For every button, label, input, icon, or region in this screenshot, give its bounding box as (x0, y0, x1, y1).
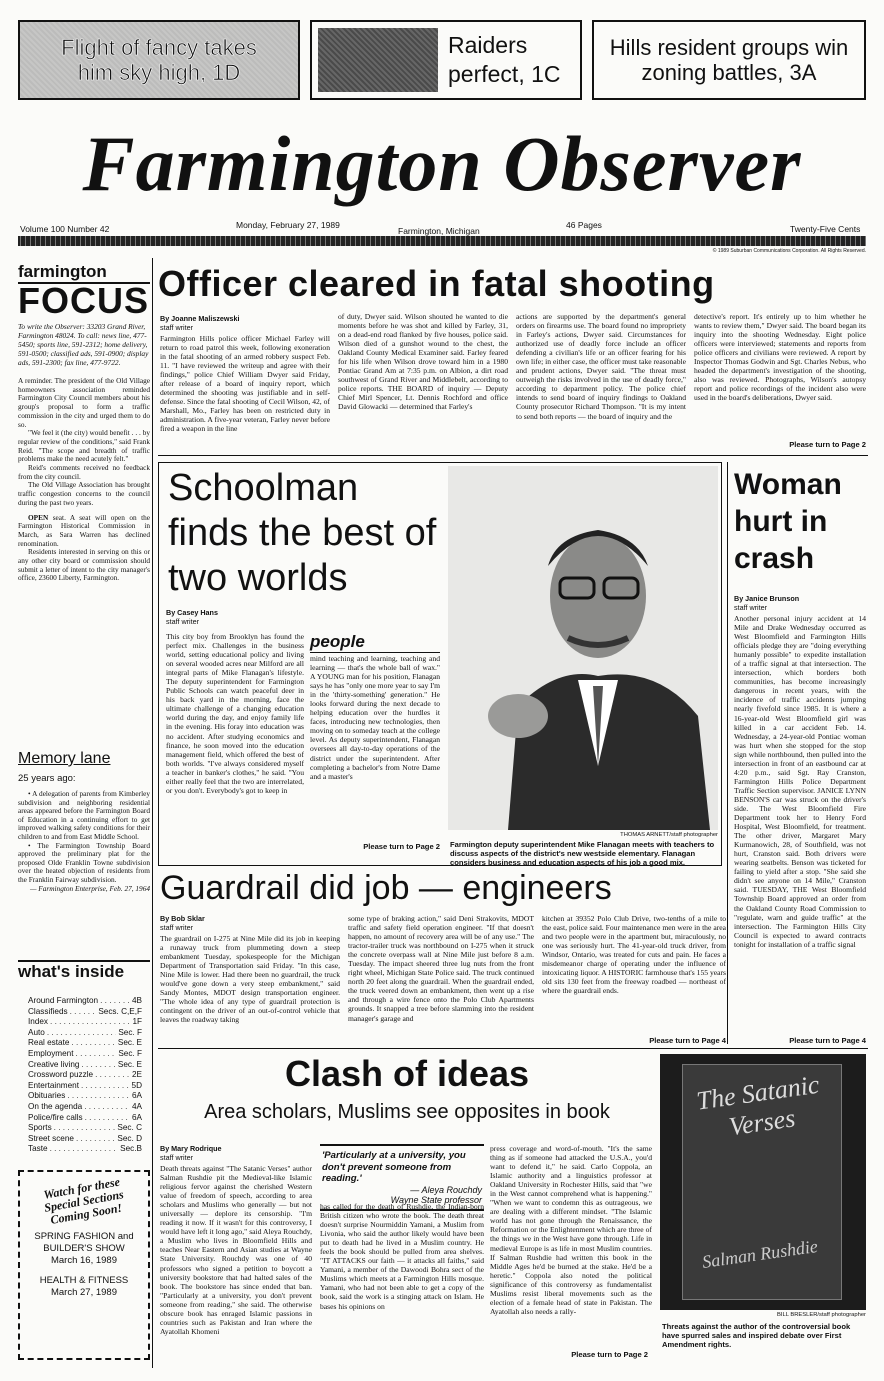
book-author: Salman Rushdie (700, 1235, 820, 1273)
memory-title: Memory lane (18, 750, 111, 767)
clash-pullquote (320, 1144, 484, 1211)
schoolman-byline (166, 608, 218, 626)
book-photo (660, 1054, 866, 1310)
guardrail-role: staff writer (160, 923, 194, 932)
open-para (18, 514, 150, 549)
toc-row[interactable] (28, 1070, 142, 1081)
health-date: March 27, 1989 (50, 1287, 117, 1298)
memory2-text: The Farmington Township Board approved the preliminary plat for the proposed Olde Franklin Towne subdivision over the heated objection of residents from the Franklin Fairway subdivision. (18, 840, 150, 884)
people-kicker: people (310, 632, 440, 653)
schoolman-col2: mind teaching and learning, teaching and learning — that's the whole ball of wax." A YOUNG man for his position, Flanagan says he has "only one more year to say I'm in the 'thirty-something' generation." He looks forward during the next decade to helping education over the hurdles it faces, introducing new technologies, then moving on to someday teach at the college level. As deputy superintendent, Flanagan oversees all day-to-day operations of the district under the superintendent. After completing a bachelor's from Notre Dame and a master's (310, 654, 440, 781)
teaser-raiders-text: Raiders perfect, 1C (448, 32, 561, 87)
toc-row[interactable] (28, 1081, 142, 1092)
flanagan-portrait-icon (448, 466, 718, 830)
health-text: HEALTH & FITNESS (39, 1275, 129, 1286)
toc-page: 4A (131, 1101, 142, 1111)
clash-subhead: Area scholars, Muslims see opposites in book (204, 1101, 610, 1123)
masthead-volume: Volume 100 Number 42 (20, 224, 110, 234)
toc-dots (81, 1081, 130, 1092)
masthead-date: Monday, February 27, 1989 (236, 220, 340, 230)
flanagan-photo (448, 466, 718, 830)
officer-col4: detective's report. It's entirely up to him whether he wants to review them," Dwyer said. The board began its inquiry into the shooting Wednesday. Eight police officers were interviewed; statements and reports from police officers and civilians were reviewed. A report by Inspector Thomas Godwin and Sgt. Charles Nebus, who headed the department's investigation of the shooting, also was reviewed. Photographs, Wilson's autopsy report and police recordings of the incident also were used in the board's deliberations, Dwyer said. (694, 312, 866, 403)
toc-page: Sec. C (117, 1123, 142, 1133)
schoolman-turn[interactable]: Please turn to Page 2 (363, 842, 440, 851)
clash-author: By Mary Rodrique (160, 1144, 222, 1153)
toc-page: Sec. E (117, 1059, 142, 1069)
officer-col2: of duty, Dwyer said. Wilson shouted he wanted to die moments before he was shot and killed by Farley, 31, on a dead-end road flanked by five houses, police said. Wilson died of a gunshot wound to the chest, the Oakland County Medical Examiner said. Farley feared for his life when Wilson drove toward him in a 1980 Pontiac Grand Am at 7:35 p.m. on Albion, a dirt road southwest of Grand River and Middlebelt, according to police reports. THE BOARD of inquiry — Deputy Chief Mirl Spencer, Lt. Dennis Rochford and office David Glowacki — determined that Farley's (338, 312, 508, 412)
book-title: The Satanic Verses (694, 1069, 822, 1142)
masthead-rule (18, 236, 866, 246)
toc-row[interactable] (28, 1028, 142, 1039)
toc-row[interactable] (28, 1102, 142, 1113)
toc-list (28, 996, 142, 1155)
toc-name: Entertainment (28, 1080, 79, 1090)
residents-text: Residents interested in serving on this or any other city board or commission should submit a letter of intent to the city manager's office, 23600 Liberty, Farmington. (18, 547, 150, 583)
masthead-pages: 46 Pages (566, 220, 602, 230)
pullquote-text: 'Particularly at a university, you don't prevent someone from reading.' (322, 1150, 466, 1184)
masthead-copyright: © 1989 Suburban Communications Corporation. All Rights Reserved. (712, 248, 866, 254)
toc-name: Creative living (28, 1059, 80, 1069)
toc-dots (76, 1134, 115, 1145)
pullquote-attr: — Aleya Rouchdy (410, 1184, 482, 1195)
officer-role: staff writer (160, 323, 194, 332)
toc-name: Real estate (28, 1038, 70, 1048)
toc-page: Sec. F (118, 1027, 142, 1037)
toc-page: Sec. D (117, 1133, 142, 1143)
toc-dots (76, 1049, 117, 1060)
toc-dots (81, 1060, 115, 1071)
officer-col3: actions are supported by the department's general orders on firearms use. The board found no impropriety in Farley's actions, Dwyer said. Circumstances for authorized use of deadly force include an officer defending a civilian's life or an officer fearing for his own life; in either case, the officer must take reasonable and prudent actions, Dwyer said. "The threat must outweigh the risks involved in the use of deadly force," according to department policy. The police chief intends to send board of inquiry findings to Oakland County prosecutor Richard Thompson. "It is my intent to send both reports — the board of inquiry and the (516, 312, 686, 421)
toc-row[interactable] (28, 1113, 142, 1124)
toc-name: Street scene (28, 1133, 74, 1143)
toc-row[interactable] (28, 1038, 142, 1049)
clash-col1: Death threats against "The Satanic Verses" author Salman Rushdie pit the Medieval-like Islamic religious fervor against the cherished Western value of freedom of speech, according to area scholars and Muslims who generally — but not universally — deplore its censorship. "I'm reading it now. If it wasn't for this controversy, I would have left it long ago," said Aleya Rouchdy, a Muslim who lives in Bloomfield Hills and teaches Near Eastern and Asian studies at Wayne State University. Rouchdy was one of 40 professors who signed a petition to boycott a university bookstore that had halted sales of the book. The bookstore has since ended that ban. "Particularly at a university, you don't prevent someone from reading," she said. The otherwise obscure book has enraged Islamic passions in countries such as Pakistan and Iran where the Ayatollah Khomeni (160, 1164, 312, 1336)
clash-turn[interactable]: Please turn to Page 2 (571, 1350, 648, 1359)
reids-para (18, 464, 150, 481)
toc-dots (70, 1007, 97, 1018)
officer-author: By Joanne Maliszewski (160, 314, 240, 323)
watch-text: Watch for these Special Sections Coming Soon! (42, 1174, 125, 1227)
memory1-text: A delegation of parents from Kimberley subdivision and neighboring residential areas appeared before the Farmington Board of Education in a continuing effort to get improved walking safety conditions for their children to and from East Middle School. (18, 790, 150, 841)
teaser-flight-text: Flight of fancy takes him sky high, 1D (61, 35, 257, 85)
toc-page: 5D (131, 1080, 142, 1090)
sidebar-divider (152, 258, 153, 1368)
toc-dots (47, 1028, 116, 1039)
toc-row[interactable] (28, 996, 142, 1007)
toc-name: Crossword puzzle (28, 1070, 94, 1080)
flanagan-credit: THOMAS ARNETT/staff photographer (620, 832, 718, 838)
toc-name: Index (28, 1017, 49, 1027)
book-caption: Threats against the author of the controversial book have spurred sales and inspired debate over First Amendment rights. (662, 1322, 851, 1349)
teaser-hills-text: Hills resident groups win zoning battles, 3A (609, 35, 849, 85)
toc-dots (95, 1070, 130, 1081)
reids-text: Reid's comments received no feedback from the city council. (18, 463, 150, 481)
toc-row[interactable] (28, 1060, 142, 1071)
feel-para (18, 429, 150, 464)
masthead-title: Farmington Observer (82, 120, 802, 207)
toc-page: 1F (132, 1017, 142, 1027)
flanagan-caption: Farmington deputy superintendent Mike Flanagan meets with teachers to discuss aspects of the district's new westside elementary. Flanagan considers business and education aspects of his job a good mix. (450, 840, 715, 867)
teaser-raiders[interactable] (310, 20, 582, 100)
schoolman-author: By Casey Hans (166, 608, 218, 617)
toc-name: Around Farmington (28, 996, 99, 1005)
pullquote-title: Wayne State professor (390, 1194, 482, 1205)
teaser-flight[interactable] (18, 20, 300, 100)
guardrail-rule (158, 1048, 868, 1049)
toc-name: Obituaries (28, 1091, 66, 1101)
toc-name: Sports (28, 1123, 52, 1133)
clash-byline (160, 1144, 222, 1162)
focus-big: FOCUS (18, 280, 149, 321)
guardrail-author: By Bob Sklar (160, 914, 205, 923)
contact-info: To write the Observer: 33203 Grand River, Farmington 48024. To call: news line, 477-5450; sports line, 591-2312; home delivery, 591-0500; classified ads, 591-0900; display ads, 591-2300; fax line, 477-9722. (18, 322, 149, 367)
sidebar (18, 258, 150, 1368)
toc-page: 4B (131, 996, 142, 1005)
teaser-hills[interactable] (592, 20, 866, 100)
toc-dots (71, 1038, 115, 1049)
toc-name: Classifieds (28, 1006, 68, 1016)
toc-dots (100, 996, 130, 1007)
residents-para (18, 548, 150, 583)
toc-dots (85, 1113, 130, 1124)
toc-row[interactable] (28, 1007, 142, 1018)
toc-page: Sec.B (120, 1144, 142, 1154)
toc-dots (67, 1091, 130, 1102)
woman-author: By Janice Brunson (734, 594, 800, 603)
woman-role: staff writer (734, 603, 768, 612)
toc-name: Taste (28, 1144, 48, 1154)
officer-headline[interactable]: Officer cleared in fatal shooting (158, 263, 715, 304)
toc-page: 6A (131, 1091, 142, 1101)
focus-text (18, 377, 150, 745)
guardrail-col2: some type of braking action," said Deni Strakovits, MDOT traffic and safety field operation engineer. "If that doesn't happen, no amount of recovery area will be of any use." The tractor-trailer truck was northbound on I-275 when it struck the concrete overpass wall at Nine Mile just before 8 a.m. Tuesday. The impact sheered three lug nuts from the front right wheel, Michigan State Police said. The truck continued north 20 feet along the guardrail. When the guardrail ended, the truck veered down an embankment, then went up a rise and through a wire fence onto the Polo Club Apartments grounds. It snapped a tree before slamming into the resident manager's garage and (348, 914, 534, 1023)
officer-turn[interactable]: Please turn to Page 2 (789, 440, 866, 449)
memory1-para: • A delegation of parents from Kimberley subdivision and neighboring residential areas appeared before the Farmington Board of Education in a continuing effort to get improved walking safety conditions for their children to and from East Middle School. (18, 790, 150, 841)
guardrail-byline (160, 914, 205, 932)
reminder-text: A reminder. The president of the Old Village homeowners association reminded Farmington City Council members about his group's proposal to form a traffic commission in the city and urged them to do so. (18, 377, 150, 429)
schoolman-col1: This city boy from Brooklyn has found the perfect mix. Challenges in the business world, setting educational policy and living on several wooded acres near Milford are all integral parts of Mike Flanagan's lifestyle. The deputy superintendent for Farmington Public Schools can watch peaceful deer in his back yard in the morning, face the ultimate challenge of a changing education world during the day, and enjoy family life in the evening. His foray into education was no accident. After studying economics and finance, he soon moved into the education management field, which offered the best of both worlds. "I've always considered myself a teacher in banker's clothes," he said. "You either really feel that the two are interrelated, or you don't. Everybody's got to keep in (166, 632, 304, 795)
toc-page: Sec. E (117, 1038, 142, 1048)
officer-col1: Farmington Hills police officer Michael Farley will return to road patrol this week, following exoneration in the fatal shooting of an armed robbery suspect Feb. 11. "I have reviewed the writeup and agree with their findings," police Chief William Dwyer said Friday, after release of a board of inquiry report, which determined the shooting was justifiable and in self-defense. Since the fatal shooting of Cecil Wilson, 42, of Marshall, Mo., Farley has been on restricted duty in administration. A five-year veteran, Farley never before fired a weapon in the line (160, 334, 330, 434)
guardrail-col1: The guardrail on I-275 at Nine Mile did its job in keeping a runaway truck from plummeting down a steep embankment Tuesday, spokespeople for the Michigan Department of Transportation said Friday. "In this case, Nine Mile is lower. Had there been no guardrail, the truck would've gone down a very steep embankment," said Sandy Montes, MDOT design transportation engineer. "The whole idea of any type of guardrail protection is contingent on the driver of an out-of-control vehicle that leaves the roadway taking (160, 934, 340, 1025)
spring-date: March 16, 1989 (50, 1255, 117, 1266)
woman-byline (734, 594, 799, 612)
toc-name: On the agenda (28, 1101, 83, 1111)
guardrail-turn[interactable]: Please turn to Page 4 (649, 1036, 726, 1045)
teaser-raiders-photo (318, 28, 438, 92)
feel-text: "We feel it (the city) would benefit . . . by regular review of the conditions," said Frank Reid. "The scope and breadth of traffic problems make the need acutely felt." (18, 428, 150, 464)
toc-row[interactable] (28, 1134, 142, 1145)
memory-source: — Farmington Enterprise, Feb. 27, 1964 (30, 883, 150, 893)
toc-row[interactable] (28, 1123, 142, 1134)
clash-col2: has called for the death of Rushdie, the Indian-born British citizen who wrote the book. The death threat doesn't surprise Nourmiddin Yamani, a Muslim from Livonia, who said the author likely would have been put to death had he lived in a Muslim country. He feels the book should be pulled from area shelves. "IT ATTACKS our faith — it attacks all faiths," said Yamani, a member of the Dawoodi Bohra sect of the Muslims which meets at a Farmington Hills mosque. Yamani, who had not been able to get a copy of the book, said the work is a stinging attack on Islam. He bases his opinions on (320, 1202, 484, 1311)
schoolman-headline[interactable]: Schoolman finds the best of two worlds (168, 467, 437, 599)
woman-text: Another personal injury accident at 14 Mile and Drake Wednesday occurred as West Bloomfield and Farmington Hills officials pledge they are "doing everything humanly possible" to expedite installation of a traffic signal at that intersection. The intersection, which borders both communities, has become increasingly dangerous in recent years, with the incidence of traffic accidents jumping nearly fivefold since 1985. It is where a 16-year-old West Bloomfield girl was killed in a car accident Feb. 14. Wednesday, a 24-year-old Pontiac woman was hurt when she stopped for the stop sign while northbound, then pulled into the intersection in front of an eastbound car at 4:20 p.m., said Sgt. Ray Cranston, Farmington Hills Police Department Traffic Section supervisor. JANICE LYNN BENSON'S car was struck on the driver's side. The West Bloomfield Fire Department took her to Henry Ford Hospital, West Bloomfield, for treatment. The other driver, Margaret Mary Kurmanowich, 28, of Southfield, was not hurt, Cranston said. Both drivers were wearing seatbelts. Benson was ticketed for failing to yield after a stop. "She said she didn't see anyone on 14 Mile," Cranston said. TUESDAY, THE West Bloomfield Township Board approved an order from the Oakland County Road Commission to "regulate, warn and guide traffic" at the intersection. The Farmington Hills City Council is expected to award contracts tonight for installation of a traffic signal (734, 614, 866, 949)
woman-headline[interactable]: Woman hurt in crash (734, 468, 842, 575)
toc-name: Auto (28, 1027, 45, 1037)
open-head: OPEN (28, 512, 49, 522)
oldvillage-para (18, 481, 150, 507)
reminder-para (18, 377, 150, 429)
toc-row[interactable] (28, 1049, 142, 1060)
toc-row[interactable] (28, 1017, 142, 1028)
book-credit: BILL BRESLER/staff photographer (777, 1312, 866, 1318)
schoolman-role: staff writer (166, 617, 200, 626)
memory2-para: • The Farmington Township Board approved the preliminary plat for the proposed Olde Franklin Towne subdivision over the heated objection of residents from the Franklin Fairway subdivision. (18, 840, 150, 884)
clash-headline[interactable]: Clash of ideas (284, 1053, 530, 1094)
toc-dots (50, 1144, 119, 1155)
focus-small: farmington (18, 262, 107, 281)
clash-role: staff writer (160, 1153, 194, 1162)
toc-page: Secs. C,E,F (98, 1006, 142, 1016)
inside-title: what's inside (18, 962, 125, 981)
woman-divider (727, 462, 728, 1044)
spring-text: SPRING FASHION and BUILDER'S SHOW (34, 1231, 134, 1254)
toc-page: Sec. F (118, 1048, 142, 1058)
toc-page: 6A (131, 1112, 142, 1122)
officer-rule (158, 455, 868, 456)
toc-page: 2E (131, 1070, 142, 1080)
toc-name: Employment (28, 1048, 74, 1058)
masthead-location: Farmington, Michigan (398, 226, 480, 236)
memory-text (18, 790, 150, 893)
toc-row[interactable] (28, 1091, 142, 1102)
guardrail-col3: kitchen at 39352 Polo Club Drive, two-tenths of a mile to the east, police said. Four maintenance men were in the area and two people were in the apartment but, miraculously, no one was seriously hurt. The 41-year-old truck driver, from Windsor, Ontario, was treated for cuts and pain. He faces a misdemeanor charge of operating under the influence of intoxicating liquor. A HISTORIC farmhouse that's 155 years old sits 130 feet from the freeway roadbed — northeast of where the guardrail ends. (542, 914, 726, 996)
toc-dots (50, 1017, 130, 1028)
toc-dots (84, 1102, 130, 1113)
guardrail-headline[interactable]: Guardrail did job — engineers (160, 869, 612, 907)
woman-turn[interactable]: Please turn to Page 4 (789, 1036, 866, 1045)
toc-name: Police/fire calls (28, 1112, 83, 1122)
toc-dots (54, 1123, 116, 1134)
memory-sub: 25 years ago: (18, 773, 76, 784)
special-sections-box[interactable] (18, 1170, 150, 1360)
officer-byline (160, 314, 240, 332)
masthead-price: Twenty-Five Cents (790, 224, 861, 234)
toc-row[interactable] (28, 1144, 142, 1155)
open-text: seat. A seat will open on the Farmington Historical Commission in March, as Sara Warren has declined renomination. (18, 512, 150, 548)
clash-col3: press coverage and word-of-mouth. "It's the same thing as if someone had attacked the U.S.A., you'd want to defend it," he said. Carlo Coppola, an Islamic authority and a linguistics professor at Oakland University in Rochester Hills, said that "we in the West cannot comprehend what is happening." "When we want to condemn this as outrageous, we are dealing with a different mindset. "The Islamic world has not gone through the Renaissance, the Reformation or the Enlightenment which are three of the things we in the West have gone through. Life in medieval Europe is as life in most Muslim countries. If Salman Rushdie had written this book in the Middle Ages he'd be burned at the stake. He'd be a heretic." Coppola also noted the political significance of this controversy as fundamentalist Muslims resist liberal movements such as the election of a female head of state in Pakistan. The Ayatollah also needs a rally- (490, 1144, 652, 1316)
oldvillage-text: The Old Village Association has brought traffic congestion concerns to the council during the past two years. (18, 480, 150, 507)
